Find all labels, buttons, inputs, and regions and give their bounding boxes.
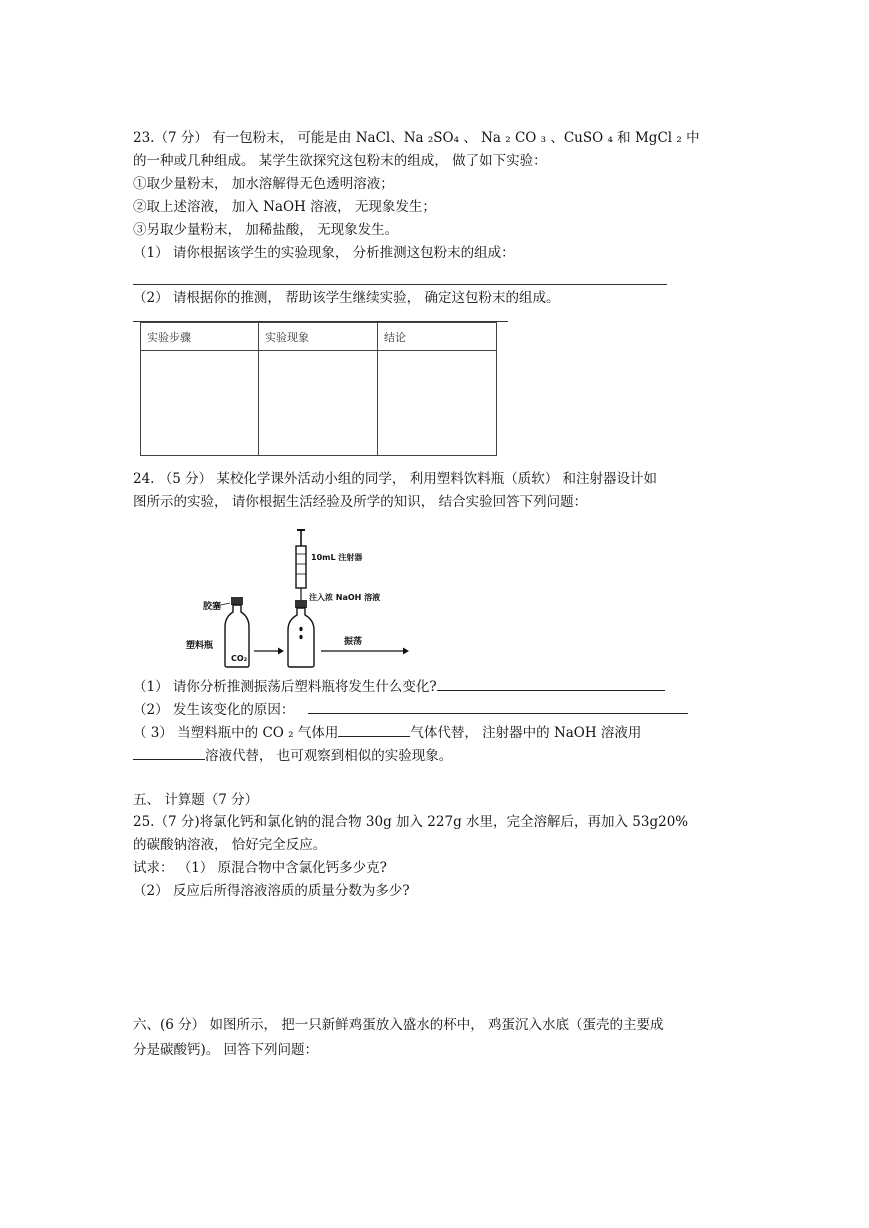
q24-subquestion-1 [133, 676, 665, 697]
q24-answer-blank-2[interactable] [308, 699, 688, 714]
table-header-step: 实验步骤 [141, 323, 259, 351]
shake-label: 振荡 [344, 637, 363, 647]
q24-subquestion-3-text-b: 气体代替， 注射器中的 NaOH 溶液用 [410, 725, 642, 741]
table-header-row [141, 323, 497, 351]
table-row [141, 351, 497, 456]
q24-answer-blank-1[interactable] [437, 676, 665, 691]
q23-step-1: ①取少量粉末， 加水溶解得无色透明溶液； [133, 176, 394, 192]
q25-line-2: 的碳酸钠溶液， 恰好完全反应。 [133, 837, 327, 853]
bottle-syringe-figure [180, 524, 440, 672]
q23-step-3: ③另取少量粉末， 加稀盐酸， 无现象发生。 [133, 222, 399, 238]
q23-line-2: 的一种或几种组成。 某学生欲探究这包粉末的组成， 做了如下实验： [133, 153, 547, 169]
inject-naoh-label: 注入浓 NaOH 溶液 [309, 593, 381, 602]
transition-arrow [254, 648, 284, 655]
q25-ask-2: （2） 反应后所得溶液溶质的质量分数为多少? [133, 883, 410, 899]
q24-gas-blank[interactable] [338, 722, 410, 737]
q25-line-1: 25.（7 分)将氯化钙和氯化钠的混合物 30g 加入 227g 水里，完全溶解后，再加入 53g20% [133, 814, 689, 830]
table-cell-step[interactable] [141, 351, 259, 456]
shake-arrow [321, 648, 409, 655]
bottle-label: 塑料瓶 [186, 641, 214, 651]
q24-solution-blank[interactable] [133, 745, 205, 760]
q24-subquestion-3-text-c: 溶液代替， 也可观察到相似的实验现象。 [205, 748, 453, 764]
syringe [296, 530, 306, 606]
q25-ask-1: 试求： （1） 原混合物中含氯化钙多少克? [133, 860, 387, 876]
table-cell-phenomenon[interactable] [259, 351, 378, 456]
section-6-line-1: 六、(6 分） 如图所示， 把一只新鲜鸡蛋放入盛水的杯中， 鸡蛋沉入水底（蛋壳的主要成 [133, 1017, 664, 1033]
q24-subquestion-3 [133, 722, 641, 743]
q24-subquestion-3-cont [133, 745, 452, 766]
section-6-line-2: 分是碳酸钙)。 回答下列问题： [133, 1042, 319, 1058]
q24-subquestion-2 [133, 699, 688, 720]
q24-subquestion-1-text: （1） 请你分析推测振荡后塑料瓶将发生什么变化? [133, 679, 437, 695]
q23-subquestion-1: （1） 请你根据该学生的实验现象， 分析推测这包粉末的组成： [133, 245, 515, 261]
q24-subquestion-2-text: （2） 发生该变化的原因： [133, 702, 295, 718]
stopper-label: 胶塞 [203, 602, 222, 612]
table-header-conclusion: 结论 [378, 323, 497, 351]
q23-line-1: 23.（7 分） 有一包粉末， 可能是由 NaCl、Na ₂SO₄ 、 Na ₂ CO ₃ 、CuSO ₄ 和 MgCl ₂ 中 [133, 130, 700, 146]
q23-answer-line-1[interactable] [133, 284, 667, 285]
section-5-title: 五、 计算题（7 分） [133, 792, 259, 808]
q24-line-1: 24. （5 分） 某校化学课外活动小组的同学， 利用塑料饮料瓶（质软） 和注射器设计如 [133, 471, 658, 487]
experiment-table [140, 322, 497, 456]
q23-subquestion-2: （2） 请根据你的推测， 帮助该学生继续实验， 确定这包粉末的组成。 [133, 290, 560, 306]
co2-label: CO₂ [231, 654, 248, 663]
q23-step-2: ②取上述溶液， 加入 NaOH 溶液， 无现象发生； [133, 199, 436, 215]
plastic-bottle-right [288, 600, 314, 667]
syringe-label: 10mL 注射器 [311, 553, 363, 562]
q24-subquestion-3-text-a: （ 3） 当塑料瓶中的 CO ₂ 气体用 [133, 725, 339, 741]
table-header-phenomenon: 实验现象 [259, 323, 378, 351]
plastic-bottle-left [225, 597, 249, 667]
table-cell-conclusion[interactable] [378, 351, 497, 456]
q24-line-2: 图所示的实验， 请你根据生活经验及所学的知识， 结合实验回答下列问题： [133, 494, 588, 510]
